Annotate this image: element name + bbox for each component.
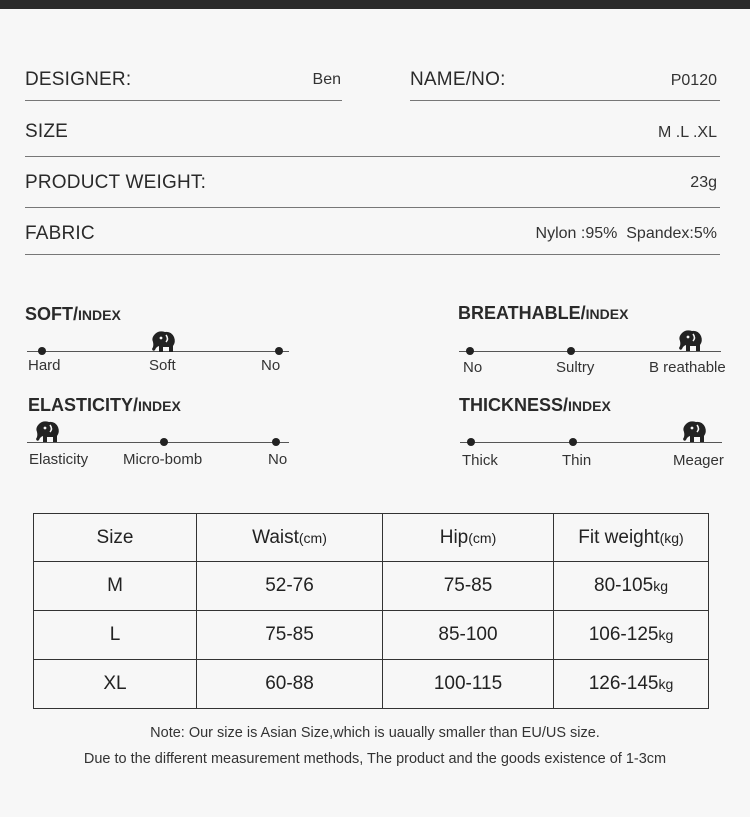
breathable-label-no: No [463, 359, 483, 376]
size-chart-table [33, 513, 709, 709]
measurement-note: Due to the different measurement methods, The product and the goods existence of 1-3cm [83, 751, 667, 767]
elephant-icon [149, 330, 177, 354]
top-bar [0, 0, 750, 9]
cell-waist: 52-76 [197, 562, 383, 611]
size-rule [25, 156, 720, 157]
weight-label: PRODUCT WEIGHT: [25, 172, 207, 193]
fabric-rule [25, 254, 720, 255]
thickness-label-thick: Thick [462, 452, 498, 469]
header-waist: Waist(cm) [197, 514, 383, 562]
designer-value: Ben [312, 71, 341, 88]
breathable-label-breathable: B reathable [649, 359, 726, 376]
breathable-label-sultry: Sultry [556, 359, 595, 376]
elasticity-dot-microbomb [160, 438, 168, 446]
elasticity-label-microbomb: Micro-bomb [123, 451, 203, 468]
soft-label-soft: Soft [149, 357, 176, 374]
name-no-value: P0120 [670, 72, 717, 89]
name-no-label: NAME/NO: [410, 69, 506, 90]
elasticity-label-no: No [268, 451, 288, 468]
cell-size: M [34, 562, 197, 611]
cell-waist: 75-85 [197, 611, 383, 660]
elasticity-dot-no [272, 438, 280, 446]
header-hip: Hip(cm) [383, 514, 554, 562]
soft-label-hard: Hard [28, 357, 61, 374]
soft-label-no: No [261, 357, 281, 374]
elephant-icon [680, 420, 708, 444]
elephant-icon [676, 329, 704, 353]
cell-hip: 85-100 [383, 611, 554, 660]
elasticity-scale-line [27, 442, 289, 443]
size-label: SIZE [25, 121, 69, 142]
designer-rule [25, 100, 342, 101]
thickness-label-meager: Meager [673, 452, 724, 469]
thickness-index-title: THICKNESS/INDEX [459, 395, 611, 415]
elasticity-index-title: ELASTICITY/INDEX [28, 395, 181, 415]
breathable-dot-sultry [567, 347, 575, 355]
cell-fit-weight: 106-125kg [554, 611, 709, 660]
header-fit-weight: Fit weight(kg) [554, 514, 709, 562]
fabric-label: FABRIC [25, 223, 95, 244]
cell-hip: 100-115 [383, 660, 554, 709]
designer-label: DESIGNER: [25, 69, 132, 90]
table-row [34, 611, 709, 660]
cell-size: XL [34, 660, 197, 709]
name-no-rule [410, 100, 720, 101]
table-row [34, 660, 709, 709]
size-value: M .L .XL [658, 124, 717, 141]
cell-fit-weight: 126-145kg [554, 660, 709, 709]
fabric-value: Nylon :95% Spandex:5% [535, 225, 717, 242]
breathable-dot-no [466, 347, 474, 355]
cell-size: L [34, 611, 197, 660]
table-header-row [34, 514, 709, 562]
size-note: Note: Our size is Asian Size,which is uaually smaller than EU/US size. [150, 725, 600, 741]
weight-rule [25, 207, 720, 208]
thickness-label-thin: Thin [562, 452, 592, 469]
soft-index-title: SOFT/INDEX [25, 304, 121, 324]
elephant-icon [33, 420, 61, 444]
soft-dot-no [275, 347, 283, 355]
thickness-dot-thick [467, 438, 475, 446]
breathable-index-title: BREATHABLE/INDEX [458, 303, 629, 323]
cell-fit-weight: 80-105kg [554, 562, 709, 611]
cell-waist: 60-88 [197, 660, 383, 709]
elasticity-label-elasticity: Elasticity [29, 451, 89, 468]
cell-hip: 75-85 [383, 562, 554, 611]
header-size: Size [34, 514, 197, 562]
thickness-dot-thin [569, 438, 577, 446]
table-row [34, 562, 709, 611]
soft-dot-hard [38, 347, 46, 355]
weight-value: 23g [690, 174, 717, 191]
